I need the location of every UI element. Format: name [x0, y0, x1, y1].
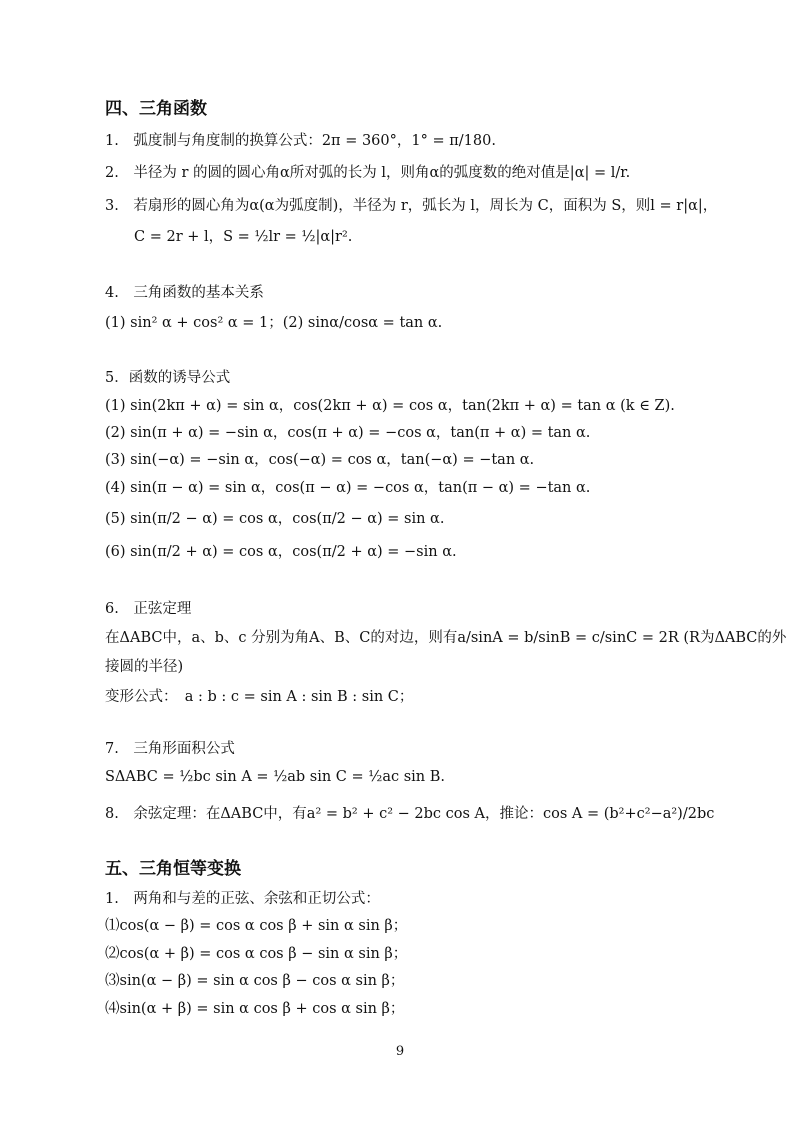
- text-line: (5) sin(π/2 − α) = cos α，cos(π/2 − α) = sin α.: [105, 511, 445, 527]
- text-line: 接圆的半径): [105, 659, 184, 675]
- text-line: 6. 正弦定理: [105, 601, 192, 617]
- text-line: ⑵cos(α + β) = cos α cos β − sin α sin β；: [105, 946, 408, 962]
- page-number: 9: [395, 1044, 405, 1059]
- text-line: SΔABC = ½bc sin A = ½ab sin C = ½ac sin B.: [105, 769, 445, 785]
- text-line: C = 2r + l，S = ½lr = ½|α|r².: [134, 229, 353, 245]
- text-line: 在ΔABC中，a、b、c 分别为角A、B、C的对边，则有a/sinA = b/sinB = c/sinC = 2R (R为ΔABC的外: [105, 630, 787, 646]
- text-line: 5．函数的诱导公式: [105, 370, 231, 386]
- text-line: ⑷sin(α + β) = sin α cos β + cos α sin β；: [105, 1001, 405, 1017]
- text-line: (2) sin(π + α) = −sin α，cos(π + α) = −cos α，tan(π + α) = tan α.: [105, 425, 591, 441]
- text-line: 7. 三角形面积公式: [105, 741, 235, 757]
- text-line: 2. 半径为 r 的圆的圆心角α所对弧的长为 l，则角α的弧度数的绝对值是|α| = l/r.: [105, 165, 631, 181]
- section-5-heading: 五、三角恒等变换: [105, 859, 241, 879]
- text-line: ⑴cos(α − β) = cos α cos β + sin α sin β；: [105, 918, 408, 934]
- text-line: 3. 若扇形的圆心角为α(α为弧度制)，半径为 r，弧长为 l，周长为 C，面积为 S，则l = r|α|，: [105, 198, 718, 214]
- text-line: 变形公式： a : b : c = sin A : sin B : sin C；: [105, 689, 414, 705]
- text-line: (1) sin(2kπ + α) = sin α，cos(2kπ + α) = cos α，tan(2kπ + α) = tan α (k ∈ Z).: [105, 398, 675, 414]
- section-4-heading: 四、三角函数: [105, 99, 207, 119]
- text-line: (1) sin² α + cos² α = 1；(2) sinα/cosα = tan α.: [105, 315, 443, 331]
- text-line: ⑶sin(α − β) = sin α cos β − cos α sin β；: [105, 973, 405, 989]
- text-line: 1. 两角和与差的正弦、余弦和正切公式：: [105, 891, 380, 907]
- text-line: 8. 余弦定理：在ΔABC中，有a² = b² + c² − 2bc cos A，推论：cos A = (b²+c²−a²)/2bc: [105, 806, 715, 822]
- text-line: (6) sin(π/2 + α) = cos α，cos(π/2 + α) = −sin α.: [105, 544, 457, 560]
- text-line: (4) sin(π − α) = sin α，cos(π − α) = −cos α，tan(π − α) = −tan α.: [105, 480, 591, 496]
- text-line: (3) sin(−α) = −sin α，cos(−α) = cos α，tan(−α) = −tan α.: [105, 452, 535, 468]
- text-line: 4. 三角函数的基本关系: [105, 285, 264, 301]
- text-line: 1. 弧度制与角度制的换算公式：2π = 360°，1° = π/180.: [105, 133, 496, 149]
